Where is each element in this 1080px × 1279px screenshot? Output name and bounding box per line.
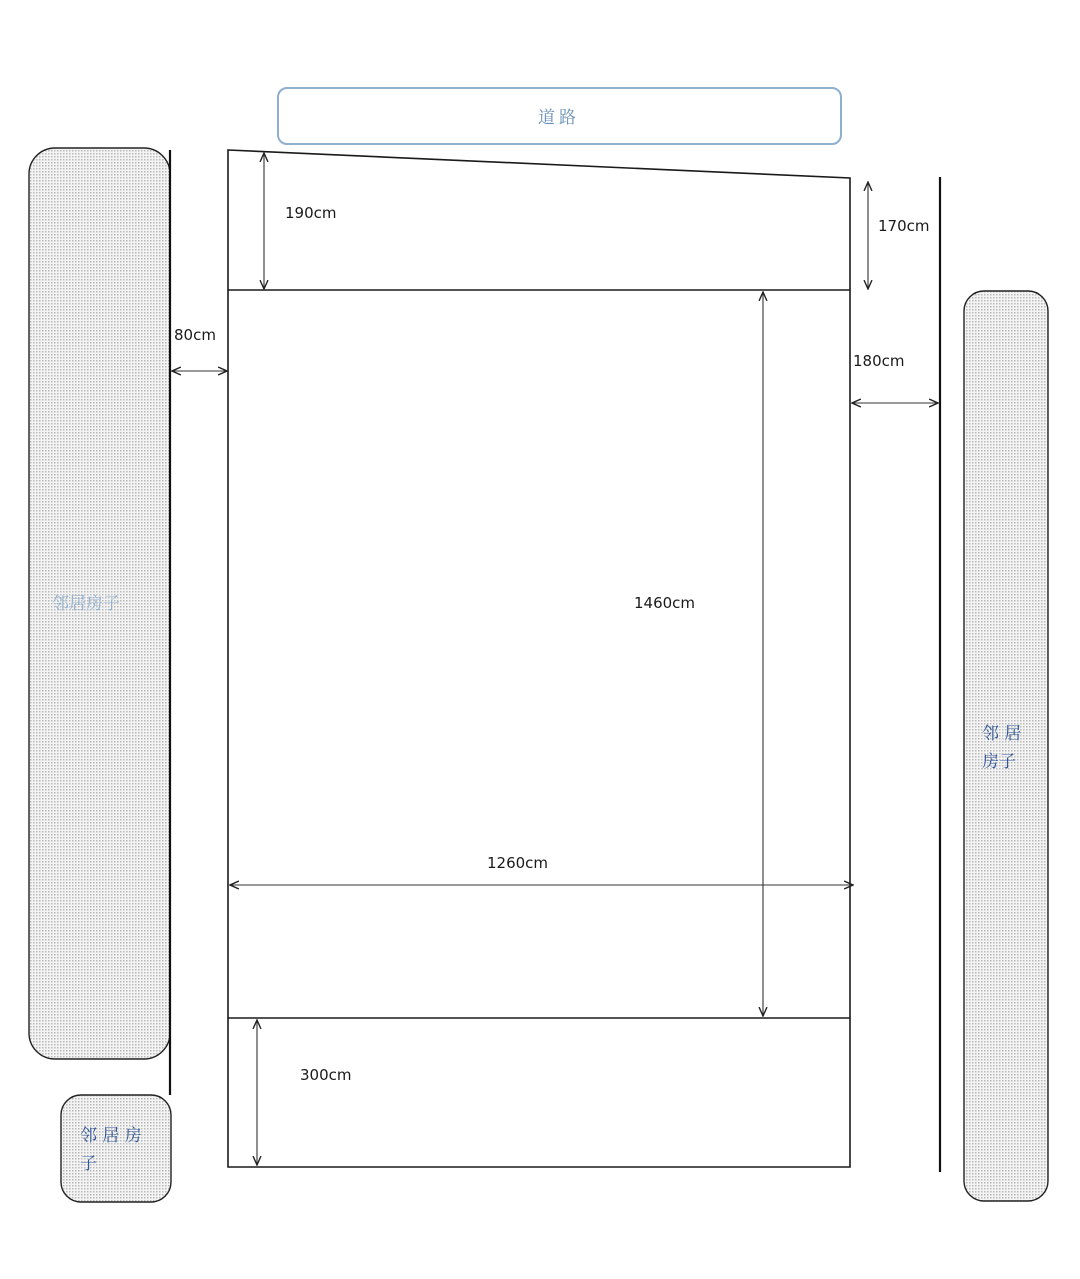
neighbor-house-right-shape	[964, 291, 1048, 1201]
neighbor-house-left-small-shape	[61, 1095, 171, 1202]
front-left-depth-label: 190cm	[285, 204, 337, 222]
neighbor-house-left-large	[29, 148, 170, 1059]
neighbor-house-left-small-label-1: 邻 居 房	[80, 1126, 142, 1146]
road	[278, 88, 841, 144]
neighbor-house-left-small	[61, 1095, 171, 1202]
neighbor-house-right-label-1: 邻 居	[982, 724, 1022, 744]
road-label: 道路	[538, 108, 580, 128]
main-width-label: 1260cm	[487, 854, 549, 872]
neighbor-house-left-large-label: 邻居房子	[52, 594, 120, 614]
plot-outline	[228, 150, 850, 1167]
back-depth-label: 300cm	[300, 1066, 352, 1084]
neighbor-house-right-label-2: 房子	[982, 752, 1016, 772]
neighbor-house-left-small-label-2: 子	[80, 1154, 97, 1174]
left-gap-label: 80cm	[174, 326, 216, 344]
front-right-depth-label: 170cm	[878, 217, 930, 235]
main-depth-label: 1460cm	[634, 594, 696, 612]
neighbor-house-right	[964, 291, 1048, 1201]
plot	[228, 150, 850, 1167]
right-gap-label: 180cm	[853, 352, 905, 370]
